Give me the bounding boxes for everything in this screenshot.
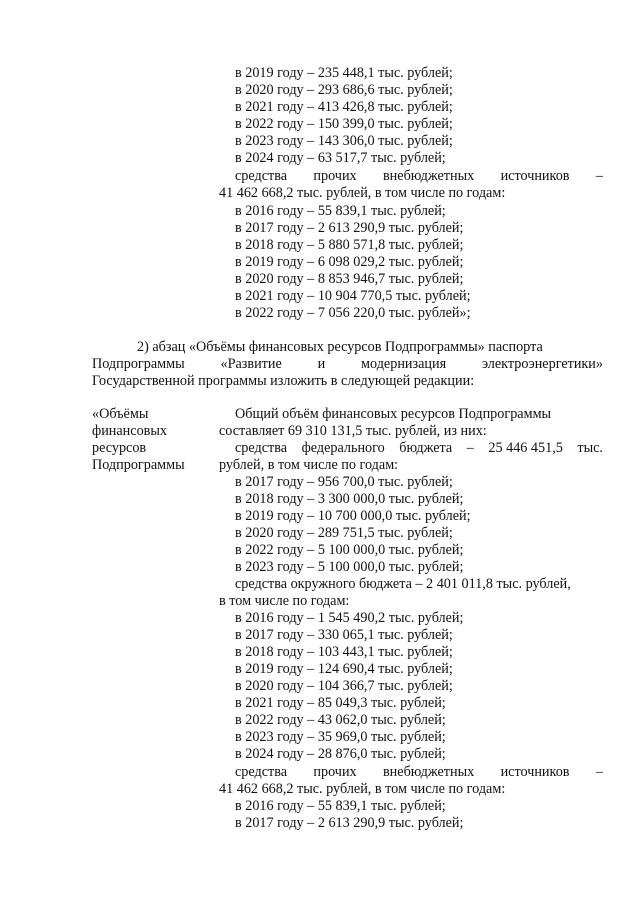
district-year-line: в 2024 году – 28 876,0 тыс. рублей;: [235, 746, 446, 762]
top-year-line: в 2019 году – 235 448,1 тыс. рублей;: [235, 65, 453, 81]
table-other-heading: [235, 764, 603, 781]
word: источников: [500, 168, 570, 184]
district-year-line: в 2021 году – 85 049,3 тыс. рублей;: [235, 695, 446, 711]
word: –: [595, 764, 603, 780]
other-sources-total: 41 462 668,2 тыс. рублей, в том числе по годам:: [219, 185, 506, 201]
word: «Развитие: [220, 356, 282, 372]
district-year-line: в 2023 году – 35 969,0 тыс. рублей;: [235, 729, 446, 745]
district-line-1: средства окружного бюджета – 2 401 011,8 тыс. рублей,: [235, 576, 571, 592]
word: источников: [500, 764, 570, 780]
top-year-line: в 2021 году – 413 426,8 тыс. рублей;: [235, 99, 453, 115]
table-label-line: Подпрограммы: [92, 457, 185, 473]
table-other-year-line: в 2017 году – 2 613 290,9 тыс. рублей;: [235, 815, 464, 831]
word: бюджета: [399, 440, 453, 456]
top-year-line: в 2023 году – 143 306,0 тыс. рублей;: [235, 133, 453, 149]
table-label-line: «Объёмы: [92, 406, 149, 422]
word: модернизация: [361, 356, 447, 372]
word: средства: [235, 440, 288, 456]
district-year-line: в 2020 году – 104 366,7 тыс. рублей;: [235, 678, 453, 694]
other-sources-heading: [235, 168, 603, 185]
district-year-line: в 2016 году – 1 545 490,2 тыс. рублей;: [235, 610, 464, 626]
word: федерального: [301, 440, 385, 456]
district-year-line: в 2017 году – 330 065,1 тыс. рублей;: [235, 627, 453, 643]
federal-heading: [235, 440, 603, 457]
top-year-line: в 2020 году – 293 686,6 тыс. рублей;: [235, 82, 453, 98]
word: –: [595, 168, 603, 184]
word: прочих: [313, 168, 357, 184]
word: тыс.: [577, 440, 603, 456]
paragraph-2-line-3: Государственной программы изложить в следующей редакции:: [92, 373, 475, 389]
district-line-2: в том числе по годам:: [219, 593, 350, 609]
top-year-line: в 2024 году – 63 517,7 тыс. рублей;: [235, 150, 446, 166]
federal-year-line: в 2017 году – 956 700,0 тыс. рублей;: [235, 474, 453, 490]
other-year-line: в 2017 году – 2 613 290,9 тыс. рублей;: [235, 220, 464, 236]
table-label-line: финансовых: [92, 423, 167, 439]
other-year-line: в 2020 году – 8 853 946,7 тыс. рублей;: [235, 271, 464, 287]
word: 25 446 451,5: [488, 440, 563, 456]
federal-year-line: в 2023 году – 5 100 000,0 тыс. рублей;: [235, 559, 464, 575]
paragraph-2-line-2: [92, 356, 603, 373]
other-year-line: в 2018 году – 5 880 571,8 тыс. рублей;: [235, 237, 464, 253]
word: и: [317, 356, 326, 372]
federal-year-line: в 2019 году – 10 700 000,0 тыс. рублей;: [235, 508, 471, 524]
word: внебюджетных: [382, 764, 475, 780]
table-other-year-line: в 2016 году – 55 839,1 тыс. рублей;: [235, 798, 446, 814]
other-year-line: в 2021 году – 10 904 770,5 тыс. рублей;: [235, 288, 471, 304]
other-year-line: в 2019 году – 6 098 029,2 тыс. рублей;: [235, 254, 464, 270]
word: средства: [235, 764, 288, 780]
district-year-line: в 2019 году – 124 690,4 тыс. рублей;: [235, 661, 453, 677]
top-year-line: в 2022 году – 150 399,0 тыс. рублей;: [235, 116, 453, 132]
word: –: [466, 440, 474, 456]
district-year-line: в 2018 году – 103 443,1 тыс. рублей;: [235, 644, 453, 660]
paragraph-2-line-1: 2) абзац «Объёмы финансовых ресурсов Подпрограммы» паспорта: [137, 339, 543, 355]
district-year-line: в 2022 году – 43 062,0 тыс. рублей;: [235, 712, 446, 728]
word: прочих: [313, 764, 357, 780]
total-line-2: составляет 69 310 131,5 тыс. рублей, из них:: [219, 423, 487, 439]
word: средства: [235, 168, 288, 184]
federal-line-2: рублей, в том числе по годам:: [219, 457, 399, 473]
table-other-total: 41 462 668,2 тыс. рублей, в том числе по годам:: [219, 781, 506, 797]
word: внебюджетных: [382, 168, 475, 184]
total-line-1: Общий объём финансовых ресурсов Подпрограммы: [235, 406, 552, 422]
other-year-line: в 2022 году – 7 056 220,0 тыс. рублей»;: [235, 305, 471, 321]
table-label-line: ресурсов: [92, 440, 147, 456]
word: Подпрограммы: [92, 356, 185, 372]
word: электроэнергетики»: [481, 356, 603, 372]
other-year-line: в 2016 году – 55 839,1 тыс. рублей;: [235, 203, 446, 219]
federal-year-line: в 2018 году – 3 300 000,0 тыс. рублей;: [235, 491, 464, 507]
federal-year-line: в 2022 году – 5 100 000,0 тыс. рублей;: [235, 542, 464, 558]
federal-year-line: в 2020 году – 289 751,5 тыс. рублей;: [235, 525, 453, 541]
